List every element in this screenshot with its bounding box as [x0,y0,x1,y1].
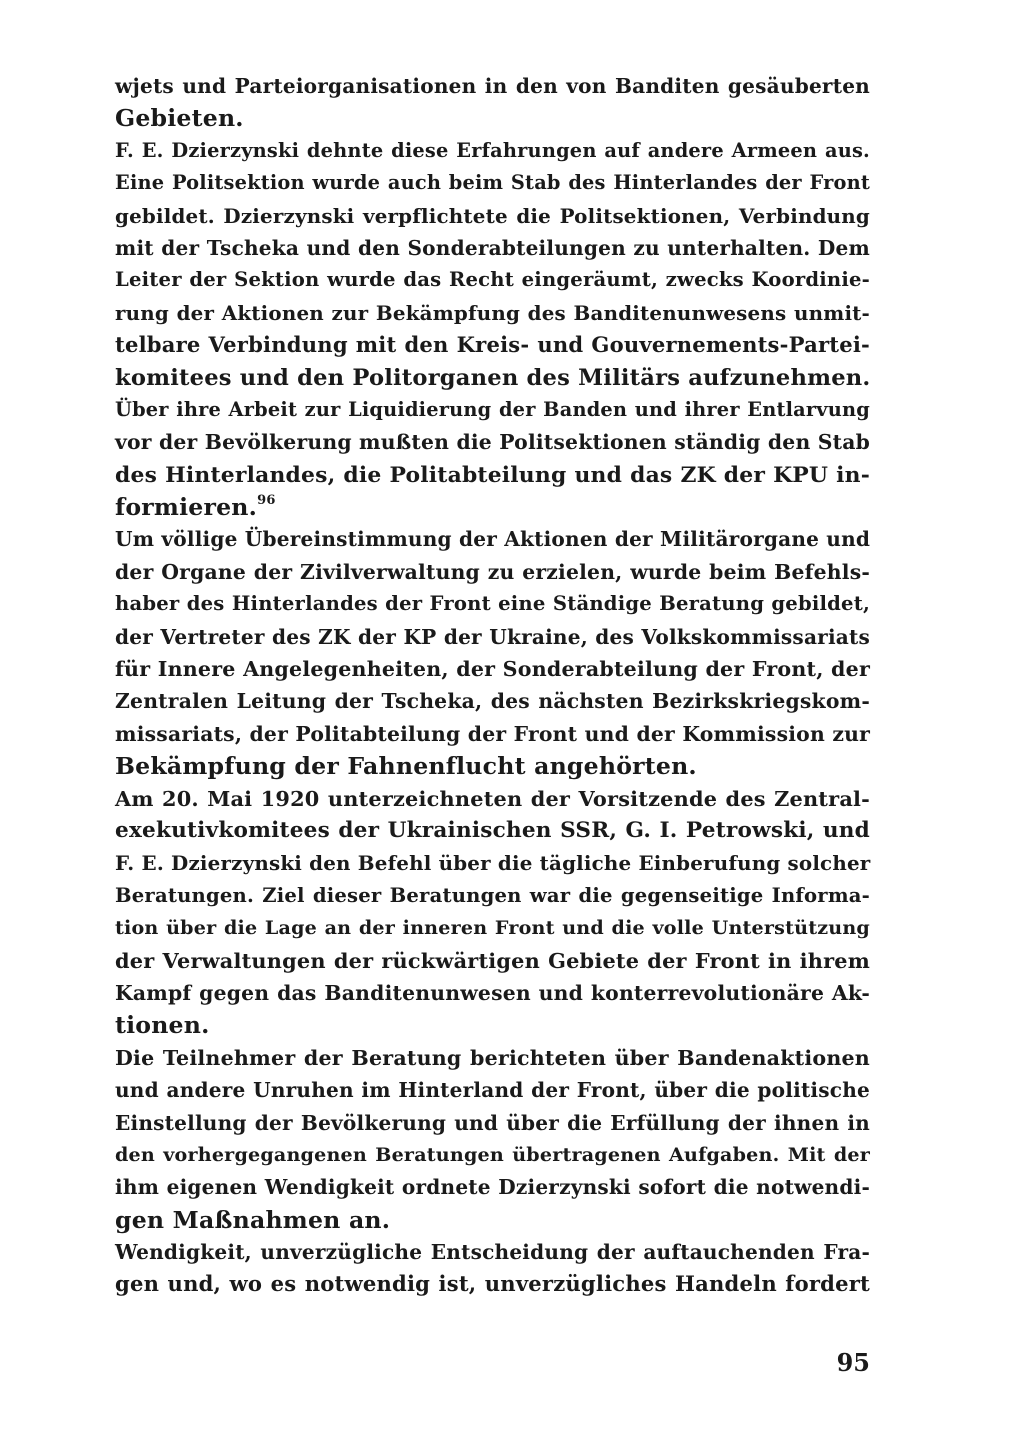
text-line: missariats, der Politabteilung der Front und der Kommission zur [115,721,870,746]
text-line: haber des Hinterlandes der Front eine Ständige Beratung gebildet, [115,592,870,616]
text-line: F. E. Dzierzynski dehnte diese Erfahrungen auf andere Armeen aus. [115,138,870,162]
text-line: für Innere Angelegenheiten, der Sonderabteilung der Front, der [115,657,870,682]
text-line: Eine Politsektion wurde auch beim Stab des Hinterlandes der Front [115,171,870,195]
text-line-with-footnote [115,491,870,523]
footnote-reference: 96 [257,493,276,509]
page-number: 95 [836,1348,870,1377]
body-text [115,70,870,1301]
text-line: Die Teilnehmer der Beratung berichteten über Bandenaktionen [115,1045,870,1070]
text-line: gen Maßnahmen an. [115,1205,391,1234]
text-line: Gebieten. [115,104,244,133]
text-line: des Hinterlandes, die Politabteilung und das ZK der KPU in- [115,461,870,488]
text-line: wjets und Parteiorganisationen in den von Banditen gesäuberten [115,74,870,98]
text-line: tionen. [115,1011,210,1040]
text-line: formieren. [115,493,258,522]
text-line: Wendigkeit, unverzügliche Entscheidung der auftauchenden Fra- [115,1240,870,1265]
text-line: und andere Unruhen im Hinterland der Front, über die politische [115,1078,870,1103]
text-line: Leiter der Sektion wurde das Recht eingeräumt, zwecks Koordinie- [115,268,870,292]
text-line: gebildet. Dzierzynski verpflichtete die Politsektionen, Verbindung [115,203,870,228]
text-line: exekutivkomitees der Ukrainischen SSR, G. I. Petrowski, und [115,817,870,843]
text-line: tion über die Lage an der inneren Front und die volle Unterstützung [115,916,870,940]
text-line: ihm eigenen Wendigkeit ordnete Dzierzynski sofort die notwendi- [115,1175,870,1200]
text-line: F. E. Dzierzynski den Befehl über die tägliche Einberufung solcher [115,851,871,876]
text-line: der Organe der Zivilverwaltung zu erzielen, wurde beim Befehls- [115,559,870,584]
text-line: telbare Verbindung mit den Kreis- und Gouvernements-Partei- [115,332,870,358]
text-line: Zentralen Leitung der Tscheka, des nächsten Bezirkskriegskom- [115,689,870,714]
text-line: mit der Tscheka und den Sonderabteilungen zu unterhalten. Dem [115,235,870,260]
text-line: vor der Bevölkerung mußten die Politsektionen ständig den Stab [115,430,871,455]
text-line: der Verwaltungen der rückwärtigen Gebiete der Front in ihrem [115,947,870,973]
text-line: der Vertreter des ZK der KP der Ukraine, des Volkskommissariats [115,624,870,649]
text-line: Über ihre Arbeit zur Liquidierung der Banden und ihrer Entlarvung [115,397,870,421]
text-line: komitees und den Politorganen des Militärs aufzunehmen. [115,364,871,391]
text-line: Einstellung der Bevölkerung und über die Erfüllung der ihnen in [115,1110,870,1135]
text-line: Um völlige Übereinstimmung der Aktionen der Militärorgane und [115,527,871,552]
text-line: den vorhergegangenen Beratungen übertragenen Aufgaben. Mit der [115,1142,870,1166]
text-line: Bekämpfung der Fahnenflucht angehörten. [115,752,697,781]
text-line: rung der Aktionen zur Bekämpfung des Banditenunwesens unmit- [115,300,870,325]
text-line: gen und, wo es notwendig ist, unverzügliches Handeln fordert [115,1271,870,1297]
text-line: Am 20. Mai 1920 unterzeichneten der Vorsitzende des Zentral- [115,785,870,811]
text-line: Kampf gegen das Banditenunwesen und konterrevolutionäre Ak- [115,980,870,1005]
text-line: Beratungen. Ziel dieser Beratungen war die gegenseitige Informa- [115,883,870,907]
